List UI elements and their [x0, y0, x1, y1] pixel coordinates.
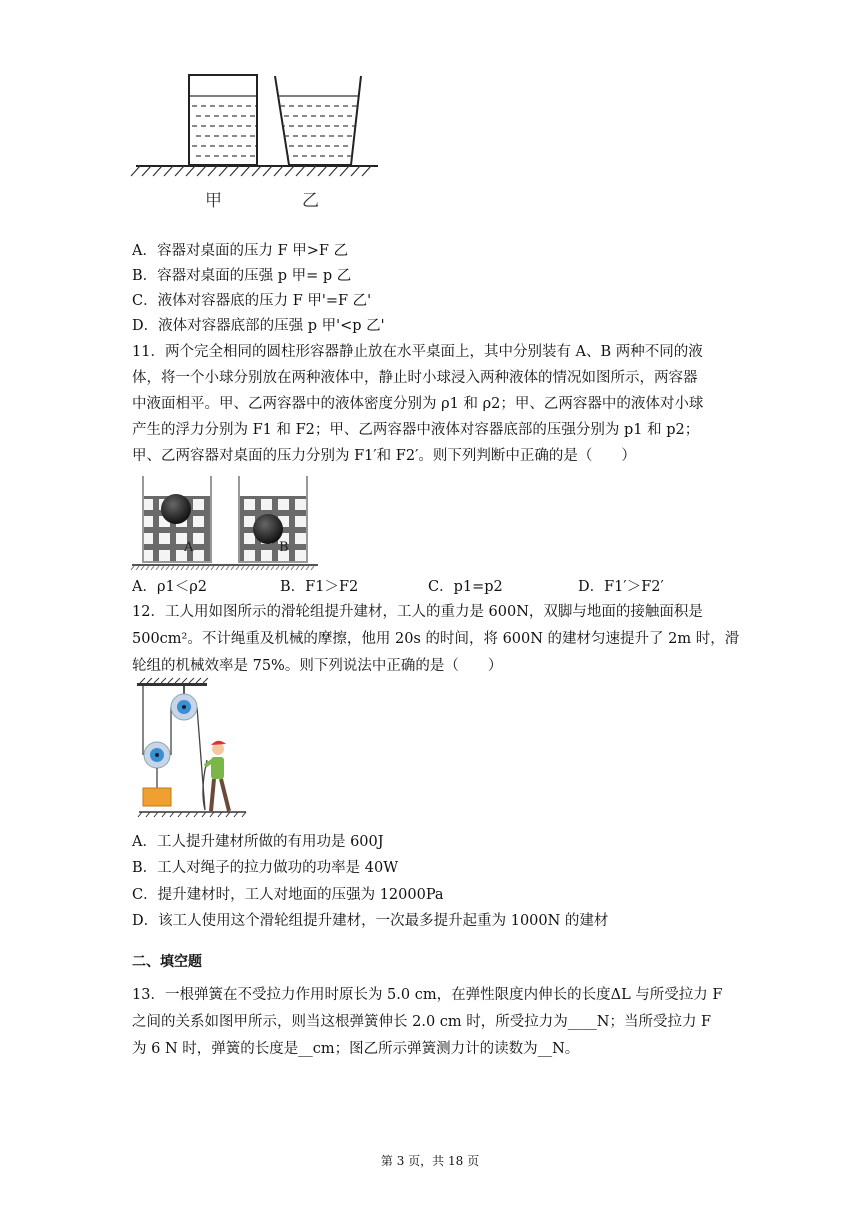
- q12-option-a: A．工人提升建材所做的有用功是 600J: [132, 834, 384, 850]
- q10-option-c: C．液体对容器底的压力 F 甲'=F 乙': [132, 293, 372, 309]
- q13-line-1: 13．一根弹簧在不受拉力作用时原长为 5.0 cm，在弹性限度内伸长的长度ΔL 与所受拉力 F: [132, 987, 723, 1003]
- q10-option-d: D．液体对容器底部的压强 p 甲'<p 乙': [132, 318, 385, 334]
- q11-line-2: 体，将一个小球分别放在两种液体中，静止时小球浸入两种液体的情况如图所示，两容器: [132, 370, 698, 386]
- section-title: 二、填空题: [132, 954, 202, 970]
- q12-option-b: B．工人对绳子的拉力做功的功率是 40W: [132, 860, 399, 876]
- q13-line-2: 之间的关系如图甲所示，则当这根弹簧伸长 2.0 cm 时，所受拉力为____N；当所受拉力 F: [132, 1014, 712, 1030]
- q10-option-b: B．容器对桌面的压强 p 甲= p 乙: [132, 268, 352, 284]
- q11-option-b: B．F1＞F2: [280, 579, 359, 595]
- q11-option-d: D．F1′＞F2′: [578, 579, 664, 595]
- q11-option-c: C．p1=p2: [428, 579, 503, 595]
- q11-line-5: 甲、乙两容器对桌面的压力分别为 F1′和 F2′。则下列判断中正确的是（ ）: [132, 448, 636, 464]
- q12-load: [143, 788, 171, 806]
- q10-label-yi: 乙: [302, 191, 319, 211]
- q11-option-a: A．ρ1＜ρ2: [132, 579, 207, 595]
- q11-line-3: 中液面相平。甲、乙两容器中的液体密度分别为 ρ1 和 ρ2；甲、乙两容器中的液体对小球: [132, 396, 704, 412]
- q11-label-b: B: [279, 540, 289, 555]
- q12-line-1: 12．工人用如图所示的滑轮组提升建材，工人的重力是 600N，双脚与地面的接触面积是: [132, 604, 703, 620]
- page-footer: 第 3 页，共 18 页: [380, 1154, 480, 1168]
- q11-line-4: 产生的浮力分别为 F1 和 F2；甲、乙两容器中液体对容器底部的压强分别为 p1 和 p2；: [132, 422, 700, 438]
- q12-line-2: 500cm²。不计绳重及机械的摩擦，他用 20s 的时间，将 600N 的建材匀速提升了 2m 时，滑: [132, 631, 740, 647]
- q12-option-d: D．该工人使用这个滑轮组提升建材，一次最多提升起重为 1000N 的建材: [132, 913, 609, 929]
- q12-option-c: C．提升建材时，工人对地面的压强为 12000Pa: [132, 887, 444, 903]
- q11-label-a: A: [184, 540, 194, 555]
- q10-option-a: A．容器对桌面的压力 F 甲>F 乙: [132, 243, 349, 259]
- q12-worker: [205, 741, 229, 811]
- q10-label-jia: 甲: [205, 191, 222, 211]
- q12-line-3: 轮组的机械效率是 75%。则下列说法中正确的是（ ）: [132, 658, 503, 674]
- q11-line-1: 11．两个完全相同的圆柱形容器静止放在水平桌面上，其中分别装有 A、B 两种不同的液: [132, 344, 703, 360]
- q13-line-3: 为 6 N 时，弹簧的长度是__cm；图乙所示弹簧测力计的读数为__N。: [132, 1041, 580, 1057]
